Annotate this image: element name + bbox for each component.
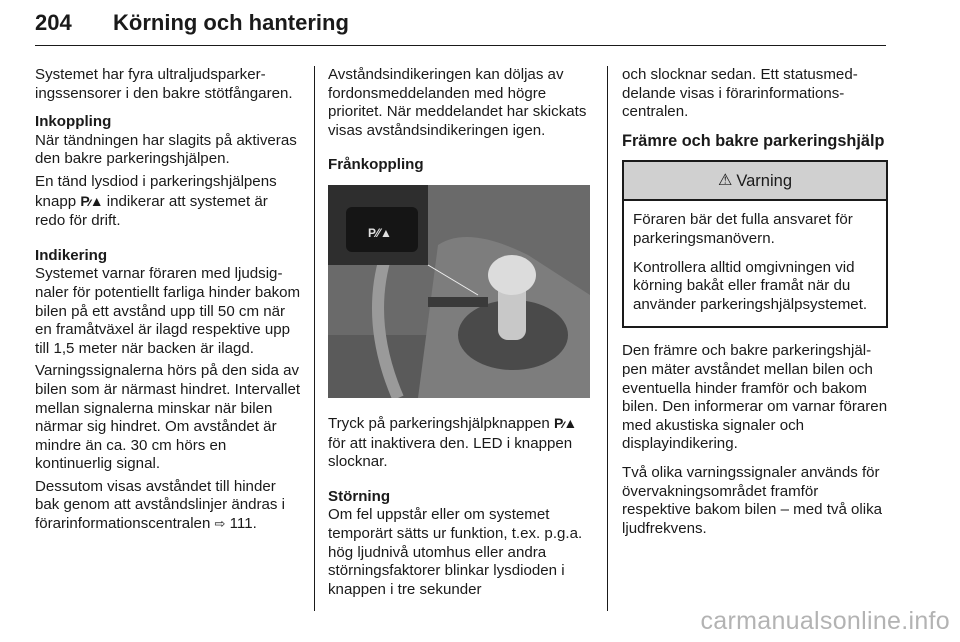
deactivation-text-a: Tryck på parkeringshjälpknappen — [328, 414, 554, 432]
reference-arrow-icon: ⇨ — [214, 516, 226, 532]
page-reference[interactable]: 111. — [229, 515, 257, 533]
display-paragraph: Avståndsindikeringen kan döljas av fordonsmeddelanden med högre prioritet. När meddelandet har skickats visas avståndsindikeringen igen. — [328, 66, 587, 139]
header-rule — [35, 45, 886, 46]
indication-text-3 — [35, 478, 301, 534]
warning-title: Varning — [736, 171, 792, 190]
indication-text-1: Systemet varnar föraren med ljudsignaler för potentiellt farliga hinder bakom bilen på ett avstånd upp till 50 cm när en framåtväxel är ilagd respektive upp till 1,5 meter när backen är ilagd. — [35, 265, 301, 357]
indication-text-2: Varningssignalerna hörs på den sida av bilen som är närmast hindret. Intervallet mellan signalerna minskar när bilen närmar sig hindret. Om avståndet är mindre än ca. 30 cm hörs en kontinuerlig signal. — [35, 362, 301, 473]
column-3 — [622, 66, 888, 548]
fault-heading: Störning — [328, 487, 391, 505]
front-rear-paragraph-2: Två olika varningssignaler används för övervakningsområdet framför respektive bakom bilen – med två olika ljudfrekvens. — [622, 463, 883, 537]
parking-assist-icon: P⁄⁄▲ — [80, 192, 103, 209]
column-2 — [328, 66, 594, 609]
column-divider-1 — [314, 66, 315, 611]
front-rear-paragraph-1: Den främre och bakre parkeringshjälpen mäter avståndet mellan bilen och eventuella hinder framför och bakom bilen. Den informerar om varnar föraren med akustiska signaler och displayindikering. — [622, 342, 888, 453]
warning-box — [622, 160, 888, 328]
status-paragraph: och slocknar sedan. Ett statusmeddelande visas i förarinformationscentralen. — [622, 66, 858, 121]
deactivation-text — [328, 414, 594, 472]
indication-heading: Indikering — [35, 246, 108, 264]
activation-text: När tändningen har slagits på aktiveras den bakre parkeringshjälpen. — [35, 131, 297, 168]
fault-section — [328, 488, 594, 600]
activation-led-text-b: indikerar att systemet är redo för drift. — [35, 192, 268, 230]
warning-text-2: Kontrollera alltid omgivningen vid körning bakåt eller framåt när du använder parkeringshjälpsystemet. — [633, 258, 868, 313]
warning-header — [624, 162, 886, 201]
activation-heading: Inkoppling — [35, 113, 112, 131]
parking-assist-icon: P⁄⁄▲ — [553, 414, 577, 431]
column-1 — [35, 66, 301, 544]
fault-text: Om fel uppstår eller om systemet temporärt sätts ur funktion, t.ex. p.g.a. hög ljudnivå utomhus eller andra störningsfaktorer blinkar lysdioden i knappen i tre sekunder — [328, 506, 583, 598]
warning-triangle-icon: ⚠ — [718, 171, 733, 189]
activation-led-text-a: En tänd lysdiod i parkeringshjälpens knapp — [35, 172, 277, 210]
activation-led-paragraph — [35, 173, 301, 231]
warning-text-1: Föraren bär det fulla ansvaret för parkeringsmanövern. — [633, 211, 853, 247]
page-number: 204 — [35, 10, 72, 35]
activation-section — [35, 113, 301, 169]
svg-text:P⁄⁄▲: P⁄⁄▲ — [368, 225, 392, 240]
indication-section — [35, 247, 301, 359]
page-header — [35, 2, 886, 46]
parking-assist-button-image — [328, 185, 590, 398]
column-divider-2 — [607, 66, 608, 611]
deactivation-text-b: för att inaktivera den. LED i knappen slocknar. — [328, 434, 573, 471]
intro-paragraph: Systemet har fyra ultraljudsparkeringssensorer i den bakre stötfångaren. — [35, 66, 293, 102]
page-title: Körning och hantering — [113, 10, 349, 35]
watermark: carmanualsonline.info — [700, 607, 950, 635]
warning-body — [624, 201, 886, 326]
section-heading: Främre och bakre parkeringshjälp — [622, 131, 885, 150]
deactivation-heading: Frånkoppling — [328, 156, 424, 174]
indication-text-3a: Dessutom visas avståndet till hinder bak genom att avståndslinjer ändras i förarinformationscentralen — [35, 477, 286, 533]
